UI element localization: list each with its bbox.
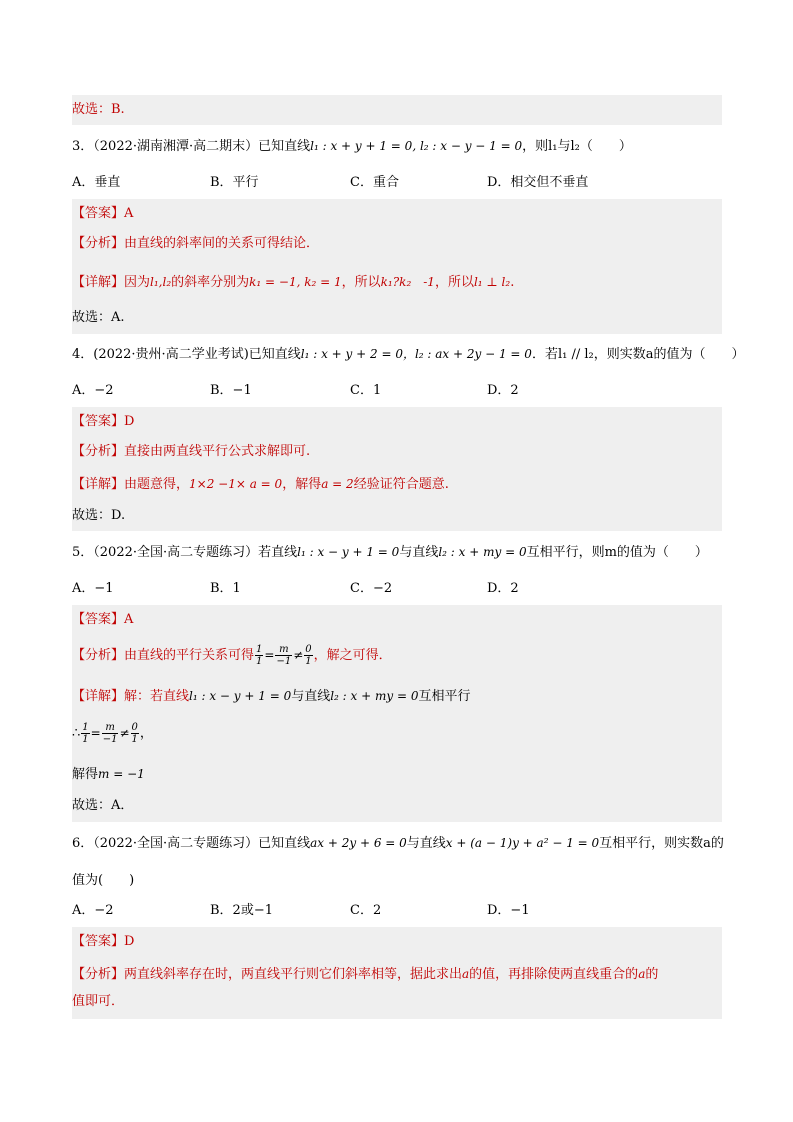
q4-stem-prefix: 4．(2022·贵州·高二学业考试)已知直线 (72, 347, 301, 362)
q6-analysis-mid: 的值，再排除使两直线重合的 (469, 967, 639, 982)
q6-stem-math: ax + 2y + 6 = 0 (310, 836, 407, 850)
q5-stem (72, 540, 722, 564)
q5-frac-4-den: 1 (82, 734, 89, 745)
q5-stem-suffix: 互相平行，则m的值为（ ） (526, 545, 708, 560)
q6-stem-math2: x + (a − 1)y + a² − 1 = 0 (445, 836, 600, 850)
q5-frac-4 (81, 722, 89, 745)
q5-detail-math2: l₂ : x + my = 0 (330, 689, 419, 703)
q4-answer: 【答案】D (72, 414, 135, 429)
q5-frac-1 (255, 644, 263, 667)
q5-options (72, 578, 722, 600)
q5-solve (72, 763, 145, 786)
q6-stem-mid: 与直线 (406, 836, 446, 851)
q5-option-a: A．−1 (72, 581, 114, 596)
q4-option-d: D．2 (487, 383, 519, 398)
q6-stem-prefix: 6．（2022·全国·高二专题练习）已知直线 (72, 836, 311, 851)
q3-analysis: 【分析】由直线的斜率间的关系可得结论． (72, 236, 320, 251)
q5-frac-5-den: −1 (102, 734, 118, 745)
q6-stem (72, 831, 722, 855)
q3-detail-mid2: ，所以 (341, 275, 381, 290)
q5-frac-3 (304, 644, 312, 667)
q4-option-c: C．1 (350, 383, 382, 398)
q6-analysis-line1 (72, 963, 658, 986)
q6-option-b: B．2或−1 (210, 903, 273, 918)
q4-detail-math2: a = 2 (321, 477, 354, 491)
q5-frac-5-num: m (102, 722, 119, 734)
q5-frac-3-den: 1 (305, 656, 312, 667)
q3-detail-math2: k₁ = −1, k₂ = 1 (249, 275, 342, 289)
q5-therefore-line: ∴ $\frac{1}{1}$ = $\frac{m}{-1}$ ≠ $\frac{0}{1}$ ， (72, 722, 153, 745)
q4-detail-end: 经验证符合题意. (353, 477, 449, 492)
q6-analysis-prefix: 【分析】两直线斜率存在时，两直线平行则它们斜率相等，据此求出 (72, 967, 463, 982)
q3-conclusion: 故选：A. (72, 310, 125, 325)
q6-analysis-var2: a (638, 967, 646, 981)
q3-stem-prefix: 3．（2022·湖南湘潭·高二期末）已知直线 (72, 139, 311, 154)
q5-answer: 【答案】A (72, 612, 134, 627)
q3-detail-math3: k₁?k₂ -1 (380, 275, 435, 289)
q3-option-b: B．平行 (210, 175, 259, 190)
q4-solution-block (72, 407, 722, 531)
q3-detail (72, 271, 514, 294)
q5-stem-math2: l₂ : x + my = 0 (438, 545, 527, 559)
q6-options (72, 900, 722, 922)
q3-stem-suffix: ，则l₁与l₂（ ） (522, 139, 632, 154)
q5-frac-2 (275, 644, 292, 667)
q5-frac-5 (102, 722, 119, 745)
q6-analysis-line2: 值即可． (72, 994, 125, 1009)
q6-solution-block (72, 927, 722, 1019)
q6-analysis-var: a (462, 967, 470, 981)
q4-option-b: B．−1 (210, 383, 252, 398)
q5-therefore-end: ， (139, 726, 153, 741)
q5-frac-1-den: 1 (256, 656, 263, 667)
q5-detail-prefix: 【详解】解：若直线 (72, 689, 190, 704)
q4-detail (72, 473, 449, 496)
q4-option-a: A．−2 (72, 383, 114, 398)
q5-option-c: C．−2 (350, 581, 393, 596)
q5-solve-prefix: 解得 (72, 767, 99, 782)
q3-options (72, 172, 722, 194)
q4-stem-math: l₁ : x + y + 2 = 0，l₂ : ax + 2y − 1 = 0 (300, 347, 532, 361)
q5-stem-mid: 与直线 (399, 545, 439, 560)
q4-stem-suffix: ．若l₁ // l₂，则实数a的值为（ ） (531, 347, 745, 362)
q4-detail-math: 1×2 −1× a = 0 (189, 477, 283, 491)
q3-option-c: C．重合 (350, 175, 399, 190)
q5-option-d: D．2 (487, 581, 519, 596)
q5-frac-1-num: 1 (256, 644, 263, 655)
q5-frac-6 (131, 722, 139, 745)
q5-conclusion: 故选：A． (72, 798, 134, 813)
q5-detail-math: l₁ : x − y + 1 = 0 (189, 689, 292, 703)
q5-frac-4-num: 1 (82, 722, 89, 733)
q5-frac-6-den: 1 (131, 734, 138, 745)
q2-conclusion-block (72, 95, 722, 125)
q5-therefore: ∴ (72, 726, 81, 741)
q3-detail-math4: l₁ ⊥ l₂ (473, 275, 511, 289)
q3-detail-math: l₁,l₂ (150, 275, 172, 289)
q6-stem-suffix: 互相平行，则实数a的 (599, 836, 724, 851)
q5-frac-2-num: m (275, 644, 292, 656)
q5-solution-block (72, 605, 722, 822)
q5-detail-mid: 与直线 (291, 689, 331, 704)
q4-conclusion: 故选：D. (72, 508, 126, 523)
q3-stem-math: l₁ : x + y + 1 = 0, l₂ : x − y − 1 = 0 (310, 139, 523, 153)
q3-detail-mid3: ，所以 (434, 275, 474, 290)
q5-frac-3-num: 0 (305, 644, 312, 655)
q5-analysis-suffix: ，解之可得． (313, 648, 392, 663)
q3-option-d: D．相交但不垂直 (487, 175, 589, 190)
q3-solution-block (72, 199, 722, 334)
q3-detail-mid: 的斜率分别为 (171, 275, 250, 290)
q5-stem-prefix: 5．（2022·全国·高二专题练习）若直线 (72, 545, 298, 560)
q6-stem-line2: 值为( ) (72, 873, 135, 888)
q4-analysis: 【分析】直接由两直线平行公式求解即可. (72, 444, 311, 459)
q3-option-a: A．垂直 (72, 175, 121, 190)
q6-option-c: C．2 (350, 903, 382, 918)
q4-options (72, 380, 722, 402)
q5-stem-math: l₁ : x − y + 1 = 0 (297, 545, 400, 559)
q4-detail-prefix: 【详解】由题意得， (72, 477, 190, 492)
q5-detail-end: 互相平行 (418, 689, 471, 704)
q5-detail (72, 685, 470, 708)
q3-stem (72, 134, 722, 158)
q3-answer: 【答案】A (72, 206, 134, 221)
q4-stem (72, 342, 745, 366)
q2-conclusion: 故选：B. (72, 102, 125, 117)
q6-analysis-end: 的 (645, 967, 659, 982)
q6-option-d: D．−1 (487, 903, 530, 918)
q5-analysis: 【分析】由直线的平行关系可得 $\frac{1}{1}$ = $\frac{m}{-1}$ ≠ $\frac{0}{1}$ ，解之可得． (72, 644, 392, 667)
q5-frac-2-den: −1 (276, 656, 292, 667)
q3-detail-prefix: 【详解】因为 (72, 275, 151, 290)
q5-analysis-prefix: 【分析】由直线的平行关系可得 (72, 648, 255, 663)
q5-solve-math: m = −1 (98, 767, 145, 781)
q5-option-b: B．1 (210, 581, 241, 596)
q6-option-a: A．−2 (72, 903, 114, 918)
q3-detail-end: . (510, 275, 515, 290)
q6-answer: 【答案】D (72, 934, 135, 949)
q4-detail-mid: ，解得 (282, 477, 322, 492)
q5-frac-6-num: 0 (131, 722, 138, 733)
